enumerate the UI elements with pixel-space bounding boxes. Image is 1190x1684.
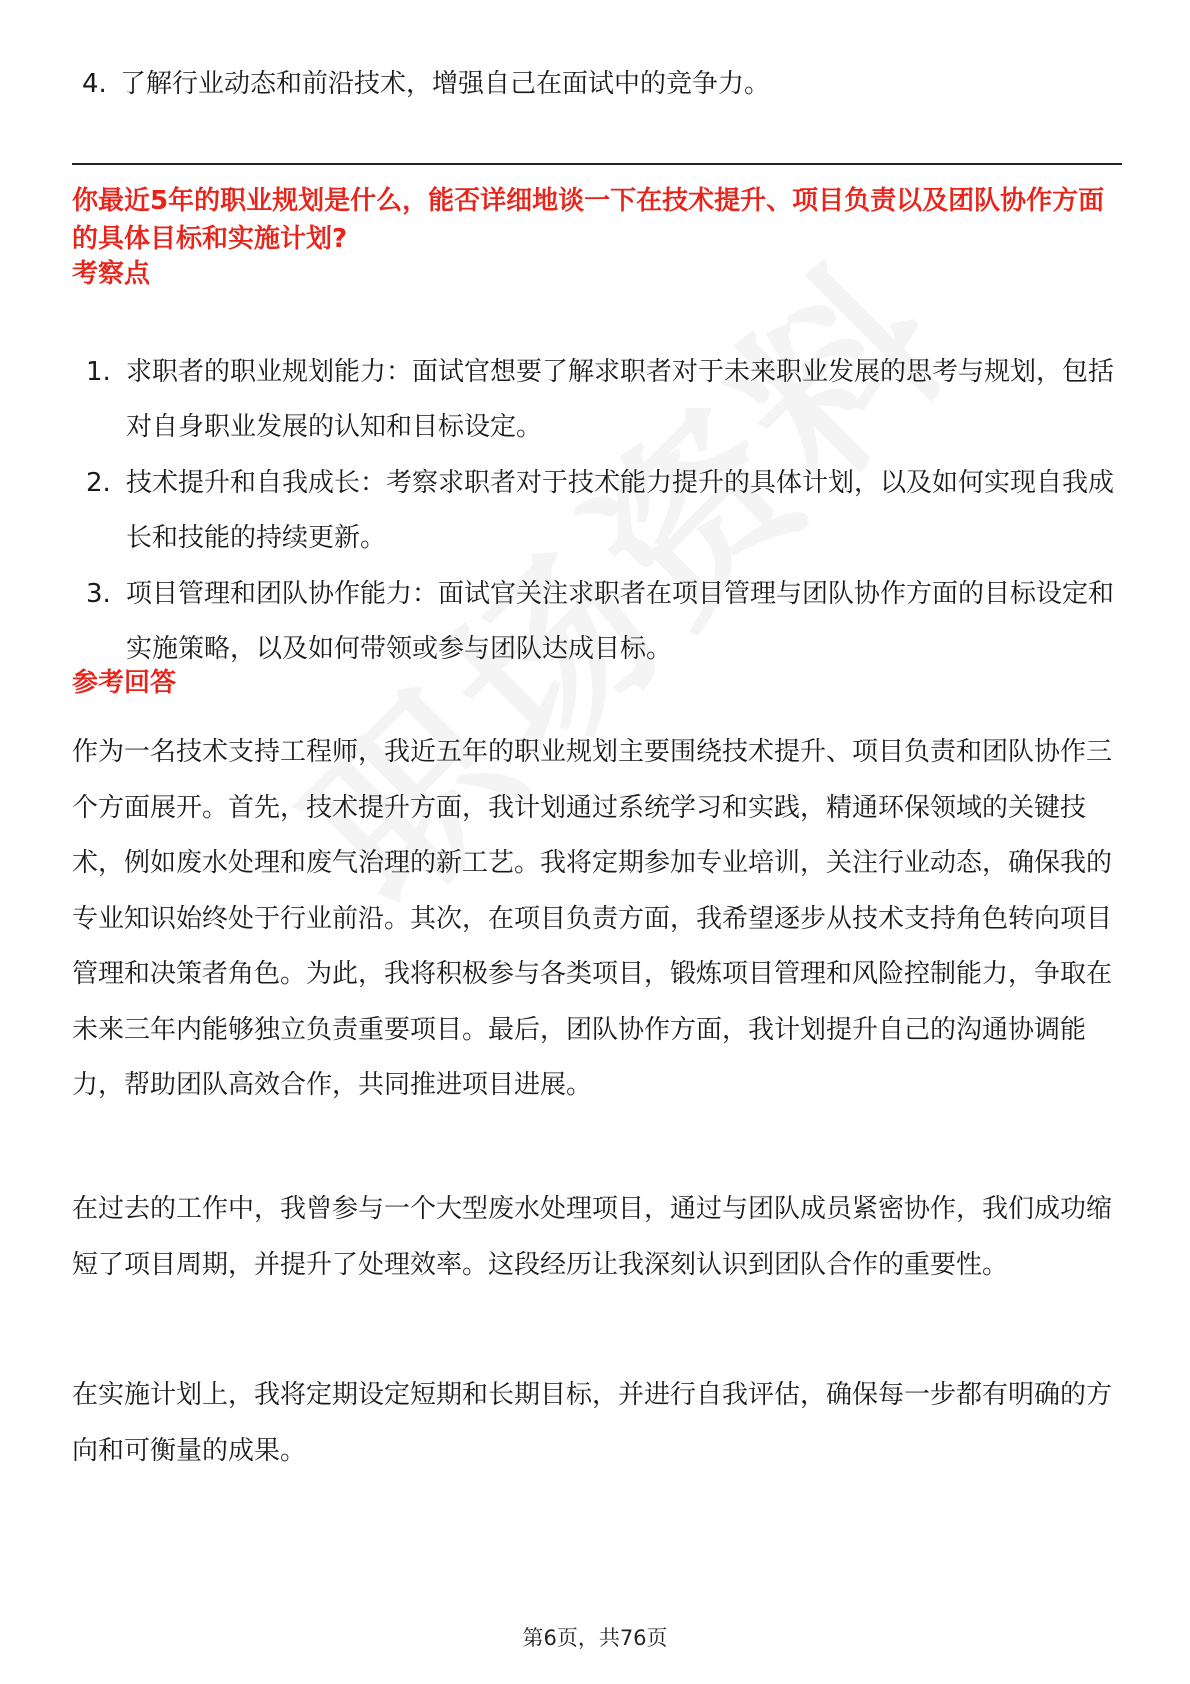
answer-paragraph: 作为一名技术支持工程师，我近五年的职业规划主要围绕技术提升、项目负责和团队协作三个方面展开。首先，技术提升方面，我计划通过系统学习和实践，精通环保领域的关键技术，例如废水处理和废气治理的新工艺。我将定期参加专业培训，关注行业动态，确保我的专业知识始终处于行业前沿。其次，在项目负责方面，我希望逐步从技术支持角色转向项目管理和决策者角色。为此，我将积极参与各类项目，锻炼项目管理和风险控制能力，争取在未来三年内能够独立负责重要项目。最后，团队协作方面，我计划提升自己的沟通协调能力，帮助团队高效合作，共同推进项目进展。 — [72, 737, 1113, 1100]
list-number: 4. — [82, 69, 107, 99]
list-number: 3. — [86, 579, 111, 609]
key-points-heading: 考察点 — [72, 259, 151, 289]
question-heading: 你最近5年的职业规划是什么，能否详细地谈一下在技术提升、项目负责以及团队协作方面的具体目标和实施计划? — [72, 186, 1105, 254]
list-text: 技术提升和自我成长：考察求职者对于技术能力提升的具体计划，以及如何实现自我成长和技能的持续更新。 — [126, 468, 1115, 553]
list-text: 求职者的职业规划能力：面试官想要了解求职者对于未来职业发展的思考与规划，包括对自身职业发展的认知和目标设定。 — [126, 357, 1115, 442]
answer-paragraph: 在实施计划上，我将定期设定短期和长期目标，并进行自我评估，确保每一步都有明确的方向和可衡量的成果。 — [72, 1380, 1113, 1466]
list-item — [86, 345, 1116, 455]
section-divider — [72, 163, 1122, 165]
list-number: 2. — [86, 468, 111, 498]
answer-heading: 参考回答 — [72, 668, 177, 698]
key-points-list — [86, 345, 1116, 678]
list-item-previous — [82, 64, 770, 104]
page-footer: 第6页，共76页 — [522, 1626, 668, 1650]
list-item — [86, 456, 1116, 566]
list-text: 了解行业动态和前沿技术，增强自己在面试中的竞争力。 — [120, 69, 771, 99]
list-item — [86, 567, 1116, 677]
answer-paragraph: 在过去的工作中，我曾参与一个大型废水处理项目，通过与团队成员紧密协作，我们成功缩短了项目周期，并提升了处理效率。这段经历让我深刻认识到团队合作的重要性。 — [72, 1194, 1113, 1280]
list-text: 项目管理和团队协作能力：面试官关注求职者在项目管理与团队协作方面的目标设定和实施策略，以及如何带领或参与团队达成目标。 — [126, 579, 1115, 664]
list-number: 1. — [86, 357, 111, 387]
